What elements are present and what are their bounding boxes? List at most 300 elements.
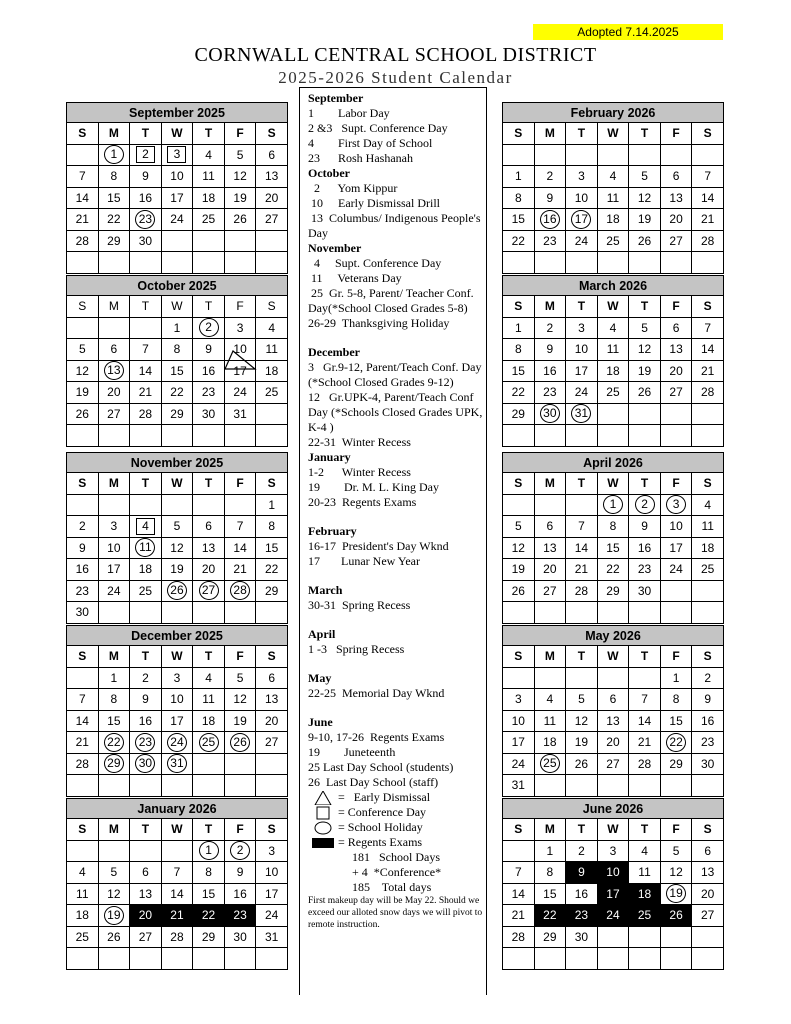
month-title: January 2026: [67, 799, 288, 819]
weekday-header: F: [660, 123, 692, 145]
day-cell: [566, 667, 598, 689]
day-number: 15: [669, 713, 683, 728]
day-cell: [130, 840, 162, 862]
day-number: 22: [666, 733, 686, 752]
day-number: 25: [199, 733, 219, 752]
day-number: 12: [637, 342, 652, 357]
weekday-header: M: [534, 123, 566, 145]
day-number: 18: [637, 886, 652, 901]
day-cell: [692, 840, 724, 862]
day-number: 12: [75, 363, 89, 378]
day-number: 19: [637, 363, 652, 378]
day-number: 26: [75, 406, 89, 421]
day-cell: [503, 689, 535, 711]
day-number: 13: [669, 342, 683, 357]
day-cell: [130, 710, 162, 732]
day-cell: [193, 667, 225, 689]
day-cell: [503, 339, 535, 361]
day-cell: [67, 144, 99, 166]
day-number: 5: [236, 670, 244, 685]
weekday-header: W: [597, 819, 629, 841]
day-number: 2: [546, 320, 554, 335]
day-number: 3: [666, 495, 686, 514]
day-cell: [193, 360, 225, 382]
note-section-heading: December: [308, 345, 360, 359]
day-cell: [130, 602, 162, 624]
day-number: 3: [609, 843, 617, 858]
day-cell: [67, 317, 99, 339]
day-cell: [67, 753, 99, 775]
day-number: 3: [173, 670, 181, 685]
day-cell: [692, 252, 724, 274]
weekday-header: S: [692, 819, 724, 841]
day-cell: [161, 317, 193, 339]
day-number: 29: [170, 406, 184, 421]
day-cell: [224, 775, 256, 797]
day-number: 14: [701, 342, 715, 357]
day-cell: [660, 516, 692, 538]
day-cell: [534, 166, 566, 188]
day-number: 17: [571, 210, 591, 229]
day-number: 28: [574, 583, 589, 598]
day-number: 17: [574, 363, 589, 378]
weekday-header: W: [597, 646, 629, 668]
day-number: 16: [637, 540, 652, 555]
weekday-header: S: [692, 296, 724, 318]
day-cell: [256, 905, 288, 927]
day-cell: [193, 862, 225, 884]
day-cell: [161, 209, 193, 231]
day-number: 24: [167, 733, 187, 752]
day-cell: [503, 775, 535, 797]
day-cell: [161, 883, 193, 905]
day-cell: [256, 230, 288, 252]
day-number: 5: [236, 147, 244, 162]
legend-text: = Regents Exams: [338, 835, 423, 849]
day-number: 23: [75, 583, 89, 598]
day-cell: [692, 209, 724, 231]
weekday-header: T: [193, 819, 225, 841]
day-cell: [256, 948, 288, 970]
day-number: 15: [107, 713, 121, 728]
day-number: 8: [110, 692, 118, 707]
day-cell: [130, 252, 162, 274]
day-cell: [534, 840, 566, 862]
day-number: 22: [511, 385, 525, 400]
day-cell: [193, 252, 225, 274]
day-number: 6: [672, 169, 680, 184]
weekday-header: S: [256, 646, 288, 668]
day-number: 21: [574, 562, 589, 577]
month-title: April 2026: [503, 453, 724, 473]
spacer: [308, 701, 484, 715]
day-number: 16: [233, 886, 247, 901]
day-number: 18: [75, 908, 89, 923]
day-cell: [256, 382, 288, 404]
day-cell: [597, 209, 629, 231]
note-item: 26 Last Day School (staff): [308, 775, 439, 789]
day-number: 28: [75, 233, 89, 248]
legend-spacer: [308, 866, 338, 880]
day-cell: [660, 710, 692, 732]
day-cell: [566, 537, 598, 559]
day-number: 23: [135, 210, 155, 229]
day-number: 8: [609, 519, 617, 534]
day-number: 25: [701, 562, 715, 577]
note-section-heading: October: [308, 166, 350, 180]
day-number: 31: [511, 778, 525, 793]
day-cell: [629, 926, 661, 948]
day-cell: [193, 209, 225, 231]
day-cell: [256, 252, 288, 274]
day-cell: [597, 602, 629, 624]
day-cell: [98, 209, 130, 231]
day-cell: [67, 862, 99, 884]
day-number: 13: [669, 190, 683, 205]
spacer: [308, 657, 484, 671]
day-cell: [566, 883, 598, 905]
day-number: 19: [511, 562, 525, 577]
day-cell: [534, 926, 566, 948]
day-number: 11: [701, 519, 714, 534]
day-number: 16: [543, 363, 557, 378]
day-cell: [256, 883, 288, 905]
day-number: 18: [201, 713, 216, 728]
day-cell: [534, 317, 566, 339]
day-number: 12: [637, 190, 652, 205]
day-number: 11: [543, 713, 557, 728]
day-number: 24: [170, 212, 184, 227]
day-cell: [98, 580, 130, 602]
day-number: 12: [574, 713, 589, 728]
day-cell: [629, 144, 661, 166]
day-cell: [161, 403, 193, 425]
district-title: CORNWALL CENTRAL SCHOOL DISTRICT: [194, 44, 597, 66]
weekday-header: F: [660, 473, 692, 495]
day-cell: [692, 862, 724, 884]
day-cell: [534, 494, 566, 516]
legend-spacer: [308, 881, 338, 895]
day-number: 8: [205, 865, 212, 880]
day-cell: [67, 602, 99, 624]
day-number: 12: [107, 886, 121, 901]
day-cell: [130, 732, 162, 754]
day-number: 9: [546, 190, 554, 205]
day-cell: [98, 230, 130, 252]
day-cell: [98, 559, 130, 581]
day-number: 14: [701, 190, 715, 205]
day-cell: [629, 317, 661, 339]
day-number: 11: [202, 692, 215, 707]
day-cell: [566, 494, 598, 516]
weekday-header: W: [597, 473, 629, 495]
weekday-header: T: [566, 123, 598, 145]
day-number: 10: [574, 342, 589, 357]
day-cell: [692, 317, 724, 339]
day-cell: [224, 537, 256, 559]
day-cell: [256, 166, 288, 188]
day-number: 9: [142, 692, 149, 707]
month-november: [66, 452, 288, 624]
day-cell: [193, 710, 225, 732]
weekday-header: T: [629, 646, 661, 668]
day-cell: [193, 339, 225, 361]
day-number: 31: [265, 929, 279, 944]
day-cell: [692, 775, 724, 797]
day-number: 20: [669, 212, 683, 227]
day-cell: [597, 775, 629, 797]
day-cell: [224, 166, 256, 188]
day-number: 3: [110, 519, 118, 534]
day-cell: [597, 753, 629, 775]
day-number: 11: [638, 865, 651, 880]
day-cell: [692, 230, 724, 252]
day-number: 24: [574, 385, 589, 400]
day-number: 30: [540, 404, 560, 423]
day-cell: [193, 317, 225, 339]
legend-text: = Early Dismissal: [338, 790, 431, 804]
day-number: 29: [201, 929, 216, 944]
day-cell: [692, 710, 724, 732]
day-cell: [130, 667, 162, 689]
day-cell: [193, 602, 225, 624]
day-cell: [660, 339, 692, 361]
day-cell: [224, 862, 256, 884]
day-cell: [503, 166, 535, 188]
day-number: 22: [606, 562, 620, 577]
day-cell: [629, 382, 661, 404]
day-number: 28: [230, 581, 250, 600]
day-cell: [534, 382, 566, 404]
day-number: 4: [205, 147, 212, 162]
day-number: 16: [138, 190, 153, 205]
day-cell: [503, 753, 535, 775]
day-cell: [566, 948, 598, 970]
day-number: 8: [546, 865, 554, 880]
day-number: 26: [637, 233, 652, 248]
day-cell: [660, 209, 692, 231]
day-cell: [660, 187, 692, 209]
day-number: 27: [606, 756, 620, 771]
legend-item: [308, 835, 484, 850]
day-number: 20: [138, 908, 153, 923]
day-number: 29: [265, 583, 279, 598]
day-cell: [256, 339, 288, 361]
weekday-header: S: [67, 473, 99, 495]
weekday-header: S: [67, 819, 99, 841]
day-number: 19: [666, 884, 686, 903]
day-number: 2: [578, 843, 585, 858]
day-cell: [67, 382, 99, 404]
note-item: 30-31 Spring Recess: [308, 598, 411, 612]
day-cell: [256, 317, 288, 339]
day-cell: [534, 252, 566, 274]
day-cell: [193, 144, 225, 166]
day-cell: [534, 209, 566, 231]
day-cell: [161, 905, 193, 927]
day-cell: [193, 559, 225, 581]
day-cell: [224, 559, 256, 581]
black-box-icon: [308, 836, 338, 850]
day-cell: [629, 710, 661, 732]
day-cell: [692, 537, 724, 559]
day-number: 28: [637, 756, 652, 771]
day-number: 28: [170, 929, 184, 944]
spacer: [308, 510, 484, 524]
day-cell: [67, 537, 99, 559]
day-number: 4: [205, 670, 212, 685]
day-cell: [161, 425, 193, 447]
weekday-header: F: [660, 646, 692, 668]
day-cell: [193, 403, 225, 425]
day-number: 27: [701, 908, 715, 923]
month-may: [502, 625, 724, 797]
day-number: 30: [201, 406, 216, 421]
day-cell: [256, 862, 288, 884]
day-cell: [130, 926, 162, 948]
day-cell: [67, 710, 99, 732]
day-cell: [597, 537, 629, 559]
note-section-heading: November: [308, 241, 362, 255]
weekday-header: M: [98, 646, 130, 668]
legend-text: = Conference Day: [338, 805, 427, 819]
day-cell: [629, 667, 661, 689]
day-cell: [224, 689, 256, 711]
day-cell: [98, 840, 130, 862]
day-cell: [98, 339, 130, 361]
weekday-header: S: [503, 473, 535, 495]
day-number: 1: [672, 670, 680, 685]
day-number: 7: [704, 169, 712, 184]
note-item: 11 Veterans Day: [308, 271, 402, 285]
day-cell: [534, 710, 566, 732]
weekday-header: M: [98, 473, 130, 495]
day-number: 24: [511, 756, 525, 771]
day-cell: [256, 732, 288, 754]
legend-item: [308, 880, 484, 895]
weekday-header: W: [161, 819, 193, 841]
day-cell: [629, 537, 661, 559]
day-number: 26: [167, 581, 187, 600]
day-number: 17: [170, 713, 184, 728]
day-number: 23: [637, 562, 652, 577]
legend-text: + 4 *Conference*: [352, 865, 442, 879]
day-number: 13: [104, 361, 124, 380]
weekday-header: M: [534, 473, 566, 495]
day-number: 21: [170, 908, 184, 923]
day-cell: [256, 187, 288, 209]
day-number: 21: [701, 363, 715, 378]
day-cell: [692, 559, 724, 581]
day-cell: [534, 360, 566, 382]
day-cell: [534, 948, 566, 970]
note-item: 2 &3 Supt. Conference Day: [308, 121, 448, 135]
note-item: 22-25 Memorial Day Wknd: [308, 686, 445, 700]
weekday-header: S: [256, 473, 288, 495]
day-number: 23: [233, 908, 247, 923]
day-number: 20: [606, 735, 620, 750]
day-number: 14: [138, 363, 153, 378]
weekday-header: T: [130, 646, 162, 668]
day-cell: [660, 166, 692, 188]
weekday-header: F: [660, 296, 692, 318]
weekday-header: S: [67, 296, 99, 318]
day-number: 23: [543, 233, 557, 248]
day-number: 16: [540, 210, 560, 229]
day-cell: [193, 580, 225, 602]
weekday-header: T: [566, 296, 598, 318]
day-cell: [224, 883, 256, 905]
day-cell: [161, 360, 193, 382]
day-cell: [161, 559, 193, 581]
day-number: 9: [704, 692, 712, 707]
day-cell: [503, 948, 535, 970]
day-cell: [692, 516, 724, 538]
day-number: 22: [170, 385, 184, 400]
day-number: 20: [201, 562, 216, 577]
day-cell: [692, 580, 724, 602]
month-title: September 2025: [67, 103, 288, 123]
day-cell: [503, 883, 535, 905]
day-cell: [629, 689, 661, 711]
day-cell: [503, 209, 535, 231]
day-cell: [629, 360, 661, 382]
day-cell: [98, 382, 130, 404]
month-title: November 2025: [67, 453, 288, 473]
day-cell: [597, 403, 629, 425]
day-cell: [660, 602, 692, 624]
weekday-header: S: [503, 646, 535, 668]
day-cell: [597, 360, 629, 382]
day-number: 14: [75, 713, 89, 728]
day-cell: [503, 905, 535, 927]
day-cell: [629, 230, 661, 252]
day-number: 3: [236, 320, 244, 335]
day-cell: [224, 710, 256, 732]
day-cell: [503, 602, 535, 624]
day-cell: [130, 580, 162, 602]
day-cell: [256, 360, 288, 382]
day-cell: [224, 926, 256, 948]
day-cell: [692, 494, 724, 516]
weekday-header: T: [629, 296, 661, 318]
day-cell: [193, 948, 225, 970]
day-cell: [67, 360, 99, 382]
day-cell: [130, 862, 162, 884]
weekday-header: T: [193, 296, 225, 318]
day-cell: [660, 753, 692, 775]
day-number: 7: [578, 519, 585, 534]
day-cell: [534, 516, 566, 538]
day-cell: [597, 926, 629, 948]
day-number: 13: [543, 540, 557, 555]
day-cell: [67, 516, 99, 538]
day-number: 19: [104, 906, 124, 925]
day-cell: [67, 905, 99, 927]
day-cell: [566, 230, 598, 252]
day-cell: [692, 360, 724, 382]
day-number: 18: [138, 562, 153, 577]
day-cell: [503, 403, 535, 425]
day-cell: [130, 339, 162, 361]
day-cell: [597, 425, 629, 447]
day-number: 19: [170, 562, 184, 577]
day-cell: [98, 753, 130, 775]
day-number: 6: [268, 670, 276, 685]
weekday-header: W: [161, 123, 193, 145]
day-cell: [130, 948, 162, 970]
note-item: 23 Rosh Hashanah: [308, 151, 413, 165]
